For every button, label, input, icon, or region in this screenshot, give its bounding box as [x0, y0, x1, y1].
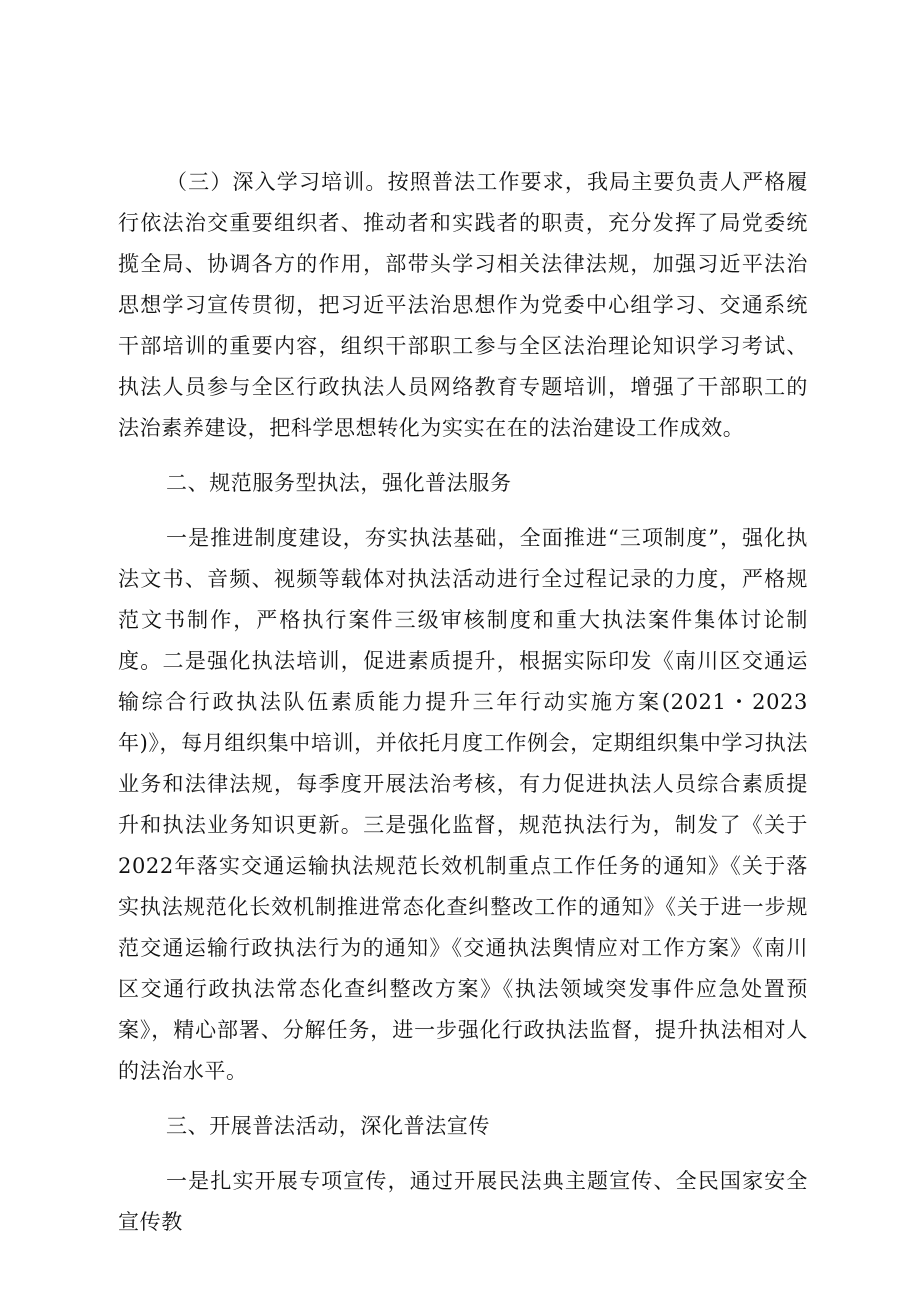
- paragraph-study-training: （三）深入学习培训。按照普法工作要求，我局主要负责人严格履行依法治交重要组织者、推动者和实践者的职责，充分发挥了局党委统揽全局、协调各方的作用，部带头学习相关法律法规，加强习近平法治思想学习宣传贯彻，把习近平法治思想作为党委中心组学习、交通系统干部培训的重要内容，组织干部职工参与全区法治理论知识学习考试、执法人员参与全区行政执法人员网络教育专题培训，增强了干部职工的法治素养建设，把科学思想转化为实实在在的法治建设工作成效。: [118, 170, 808, 440]
- section-heading-2: 二、规范服务型执法，强化普法服务: [166, 471, 512, 495]
- section-heading-3: 三、开展普法活动，深化普法宣传: [166, 1114, 490, 1138]
- paragraph-publicity: 一是扎实开展专项宣传，通过开展民法典主题宣传、全民国家安全宣传教: [118, 1169, 808, 1234]
- paragraph-law-enforcement: 一是推进制度建设，夯实执法基础，全面推进“三项制度”，强化执法文书、音频、视频等载体对执法活动进行全过程记录的力度，严格规范文书制作，严格执行案件三级审核制度和重大执法案件集体讨论制度。二是强化执法培训，促进素质提升，根据实际印发《南川区交通运输综合行政执法队伍素质能力提升三年行动实施方案(2021・2023年)》，每月组织集中培训，并依托月度工作例会，定期组织集中学习执法业务和法律法规，每季度开展法治考核，有力促进执法人员综合素质提升和执法业务知识更新。三是强化监督，规范执法行为，制发了《关于2022年落实交通运输执法规范长效机制重点工作任务的通知》《关于落实执法规范化长效机制推进常态化查纠整改工作的通知》《关于进一步规范交通运输行政执法行为的通知》《交通执法舆情应对工作方案》《南川区交通行政执法常态化查纠整改方案》《执法领域突发事件应急处置预案》，精心部署、分解任务，进一步强化行政执法监督，提升执法相对人的法治水平。: [118, 526, 808, 1083]
- document-body: [118, 162, 808, 1243]
